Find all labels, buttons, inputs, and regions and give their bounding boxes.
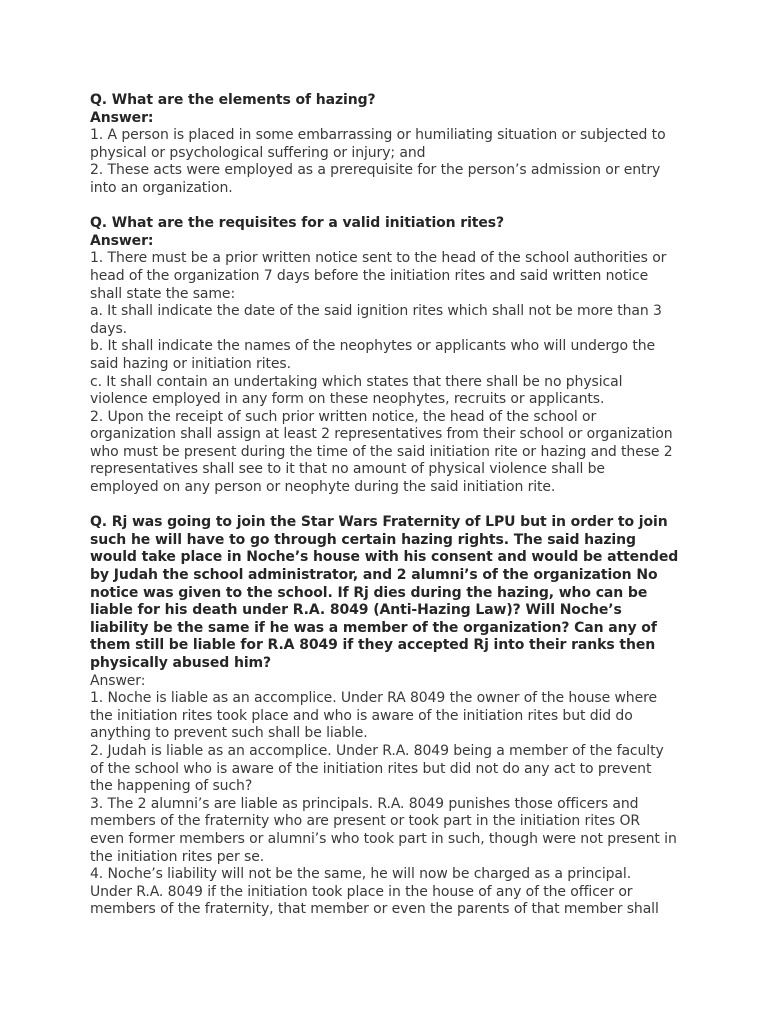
question-line: would take place in Noche’s house with his consent and would be attended [90,549,679,566]
question-line: liable for his death under R.A. 8049 (Anti-Hazing Law)? Will Noche’s [90,602,622,619]
answer-line: the initiation rites per se. [90,848,265,865]
answer-line: 1. Noche is liable as an accomplice. Under RA 8049 the owner of the house where [90,690,657,707]
answer-line: shall state the same: [90,285,236,302]
answer-label: Answer: [90,109,154,126]
answer-line: employed on any person or neophyte during the said initiation rite. [90,479,556,496]
section-spacer [90,198,690,216]
answer-line: 2. These acts were employed as a prerequisite for the person’s admission or entry [90,162,661,179]
qa-section [90,92,690,198]
answer-line: 1. There must be a prior written notice sent to the head of the school authorities or [90,250,667,267]
answer-line: representatives shall see to it that no amount of physical violence shall be [90,461,605,478]
answer-line: into an organization. [90,179,233,196]
answer-line: violence employed in any form on these neophytes, recruits or applicants. [90,391,605,408]
question-line: such he will have to go through certain hazing rights. The said hazing [90,531,636,548]
answer-line: the happening of such? [90,778,253,795]
answer-line: of the school who is aware of the initiation rites but did not do any act to prevent [90,760,652,777]
answer-line: members of the fraternity, that member or even the parents of that member shall [90,901,659,918]
answer-line: 1. A person is placed in some embarrassing or humiliating situation or subjected to [90,127,666,144]
answer-line: days. [90,320,127,337]
question-line: notice was given to the school. If Rj dies during the hazing, who can be [90,584,648,601]
answer-line: 2. Upon the receipt of such prior written notice, the head of the school or [90,408,597,425]
section-spacer [90,497,690,515]
answer-line: Under R.A. 8049 if the initiation took place in the house of any of the officer or [90,883,633,900]
answer-label: Answer: [90,232,154,249]
question-line: Q. Rj was going to join the Star Wars Fraternity of LPU but in order to join [90,514,668,531]
answer-line: head of the organization 7 days before the initiation rites and said written notice [90,267,649,284]
answer-line: who must be present during the time of the said initiation rite or hazing and these 2 [90,443,673,460]
answer-line: anything to prevent such shall be liable. [90,725,368,742]
answer-label: Answer: [90,672,146,689]
answer-line: b. It shall indicate the names of the neophytes or applicants who will undergo the [90,338,656,355]
answer-line: organization shall assign at least 2 representatives from their school or organization [90,426,673,443]
question-line: Q. What are the elements of hazing? [90,92,376,108]
question-line: physically abused him? [90,655,272,671]
answer-line: 3. The 2 alumni’s are liable as principals. R.A. 8049 punishes those officers and [90,795,639,812]
question-line: by Judah the school administrator, and 2 alumni’s of the organization No [90,567,658,584]
answer-line: physical or psychological suffering or injury; and [90,144,426,161]
answer-line: c. It shall contain an undertaking which states that there shall be no physical [90,373,623,390]
question-line: Q. What are the requisites for a valid initiation rites? [90,215,505,232]
answer-line: 4. Noche’s liability will not be the same, he will now be charged as a principal. [90,866,632,883]
answer-line: said hazing or initiation rites. [90,355,291,372]
qa-section [90,215,690,497]
question-line: liability be the same if he was a member of the organization? Can any of [90,619,657,636]
answer-line: a. It shall indicate the date of the said ignition rites which shall not be more than 3 [90,303,662,320]
document-page [90,92,690,919]
qa-section [90,514,690,919]
answer-line: the initiation rites took place and who is aware of the initiation rites but did do [90,707,633,724]
answer-line: members of the fraternity who are present or took part in the initiation rites OR [90,813,640,830]
answer-line: even former members or alumni’s who took part in such, though were not present in [90,830,677,847]
question-line: them still be liable for R.A 8049 if they accepted Rj into their ranks then [90,637,656,654]
answer-line: 2. Judah is liable as an accomplice. Under R.A. 8049 being a member of the faculty [90,742,664,759]
